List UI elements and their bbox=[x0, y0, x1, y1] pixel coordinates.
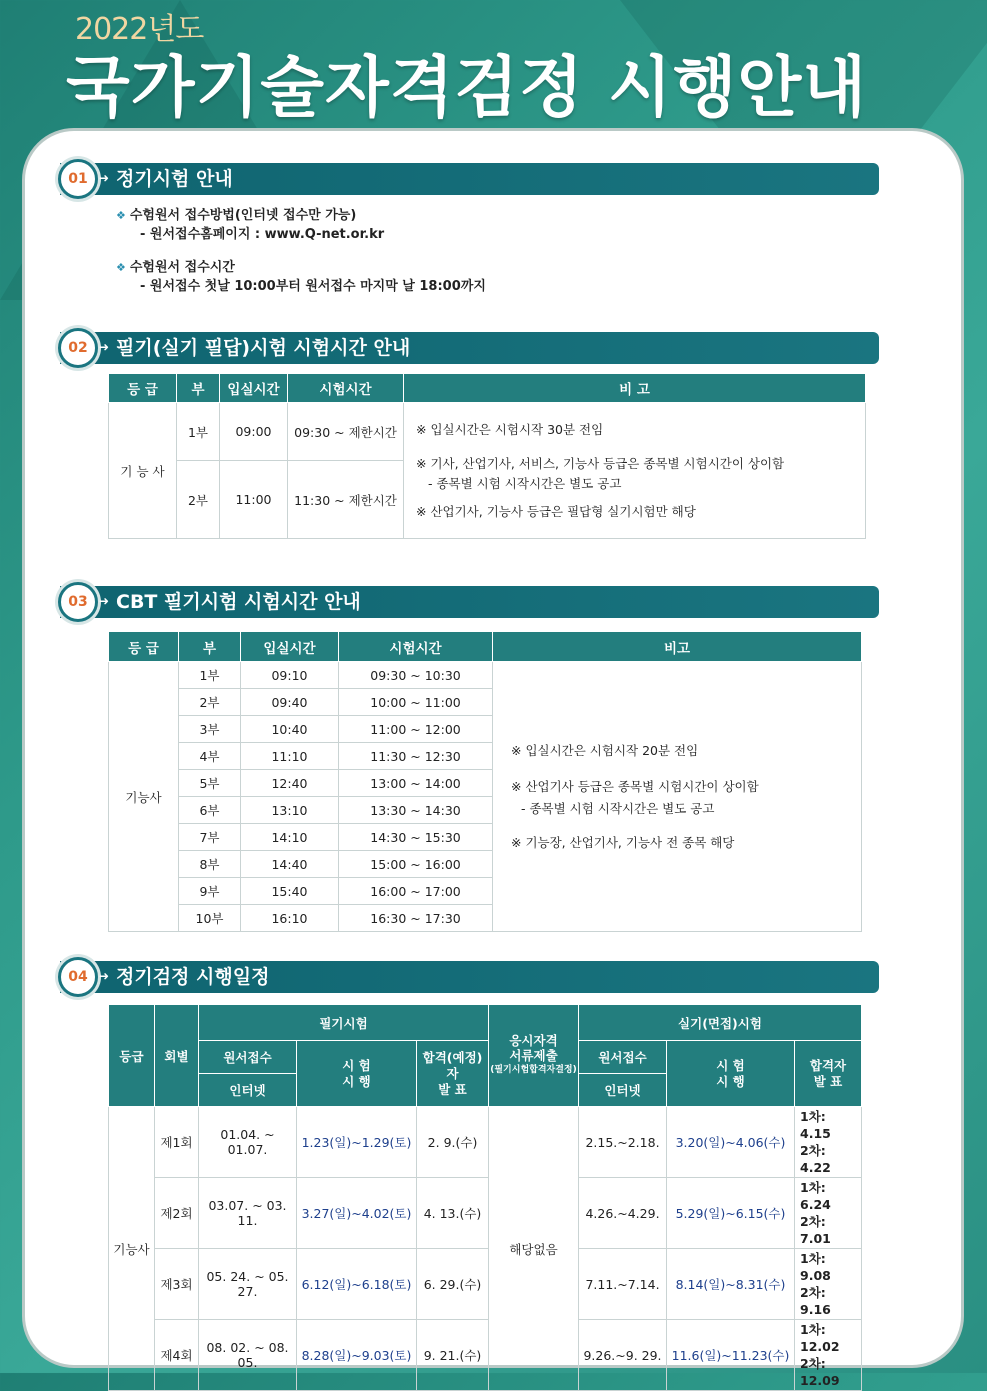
entry-time-cell: 14:40 bbox=[241, 851, 339, 878]
entry-time-cell: 09:10 bbox=[241, 662, 339, 689]
list-item: - 원서접수 첫날 10:00부터 원서접수 마지막 날 18:00까지 bbox=[140, 279, 486, 294]
table-row bbox=[109, 1178, 862, 1249]
practical-exam-cell: 8.14(일)~8.31(수) bbox=[667, 1249, 795, 1320]
section-number-badge: 04 bbox=[58, 957, 98, 997]
notes-cell bbox=[493, 662, 862, 932]
part-cell: 10부 bbox=[179, 905, 241, 932]
section1-bullets bbox=[116, 206, 486, 296]
table-header-row bbox=[109, 374, 866, 403]
part-cell: 2부 bbox=[179, 689, 241, 716]
column-header: 실기(면접)시험 bbox=[579, 1005, 862, 1041]
column-header: 비고 bbox=[493, 632, 862, 662]
arrow-icon: ➜ bbox=[99, 594, 110, 608]
practical-apply-cell: 4.26.~4.29. bbox=[579, 1178, 667, 1249]
column-header bbox=[489, 1005, 579, 1107]
exam-time-cell: 09:30 ~ 10:30 bbox=[339, 662, 493, 689]
column-header: 입실시간 bbox=[220, 374, 288, 403]
column-header: 비 고 bbox=[404, 374, 866, 403]
note-text: ※ 산업기사 등급은 종목별 시험시간이 상이함 bbox=[511, 778, 759, 794]
practical-exam-cell: 5.29(일)~6.15(수) bbox=[667, 1178, 795, 1249]
written-apply-cell: 08. 02. ~ 08. 05. bbox=[199, 1320, 297, 1391]
part-cell: 4부 bbox=[179, 743, 241, 770]
round-cell: 제1회 bbox=[155, 1107, 199, 1178]
header-note: (필기시험합격자결정) bbox=[490, 1065, 577, 1075]
table-row bbox=[109, 1320, 862, 1391]
part-cell: 6부 bbox=[179, 797, 241, 824]
table-header-row bbox=[109, 1005, 862, 1041]
written-pass-cell: 4. 13.(수) bbox=[417, 1178, 489, 1249]
column-header: 등 급 bbox=[109, 632, 179, 662]
diamond-bullet-icon: ❖ bbox=[116, 261, 126, 274]
section-header-3 bbox=[60, 586, 879, 618]
part-cell: 9부 bbox=[179, 878, 241, 905]
bullet-text: 수험원서 접수방법(인터넷 접수만 가능) bbox=[129, 208, 357, 223]
header bbox=[0, 0, 987, 130]
header-text: 응시자격 서류제출 bbox=[509, 1033, 558, 1063]
exam-time-cell: 11:30 ~ 제한시간 bbox=[288, 461, 404, 539]
practical-apply-cell: 7.11.~7.14. bbox=[579, 1249, 667, 1320]
column-header: 부 bbox=[179, 632, 241, 662]
part-cell: 7부 bbox=[179, 824, 241, 851]
practical-pass-cell: 1차: 12.02 2차: 12.09 bbox=[795, 1320, 862, 1391]
entry-time-cell: 09:40 bbox=[241, 689, 339, 716]
schedule-table bbox=[108, 1004, 862, 1391]
exam-time-cell: 13:30 ~ 14:30 bbox=[339, 797, 493, 824]
practical-exam-cell: 3.20(일)~4.06(수) bbox=[667, 1107, 795, 1178]
page-title: 국가기술자격검정 시행안내 bbox=[66, 49, 868, 126]
section-title: 정기검정 시행일정 bbox=[116, 966, 270, 988]
written-pass-cell: 2. 9.(수) bbox=[417, 1107, 489, 1178]
part-cell: 2부 bbox=[177, 461, 220, 539]
list-item: - 원서접수홈페이지 : www.Q-net.or.kr bbox=[140, 227, 385, 242]
exam-time-cell: 09:30 ~ 제한시간 bbox=[288, 403, 404, 461]
column-header: 원서접수 bbox=[199, 1041, 297, 1074]
written-pass-cell: 9. 21.(수) bbox=[417, 1320, 489, 1391]
table-row bbox=[109, 662, 862, 689]
practical-pass-cell: 1차: 4.15 2차: 4.22 bbox=[795, 1107, 862, 1178]
exam-time-cell: 11:00 ~ 12:00 bbox=[339, 716, 493, 743]
exam-time-cell: 14:30 ~ 15:30 bbox=[339, 824, 493, 851]
note-text: ※ 기능장, 산업기사, 기능사 전 종목 해당 bbox=[511, 834, 735, 850]
entry-time-cell: 10:40 bbox=[241, 716, 339, 743]
column-header: 회별 bbox=[155, 1005, 199, 1107]
entry-time-cell: 11:10 bbox=[241, 743, 339, 770]
table-row bbox=[109, 403, 866, 461]
table-row bbox=[109, 1107, 862, 1178]
practical-exam-cell: 11.6(일)~11.23(수) bbox=[667, 1320, 795, 1391]
section-header-2 bbox=[60, 332, 879, 364]
written-apply-cell: 03.07. ~ 03. 11. bbox=[199, 1178, 297, 1249]
bullet-text: 수험원서 접수시간 bbox=[129, 260, 235, 275]
practical-pass-cell: 1차: 9.08 2차: 9.16 bbox=[795, 1249, 862, 1320]
exam-time-cell: 15:00 ~ 16:00 bbox=[339, 851, 493, 878]
column-header: 원서접수 bbox=[579, 1041, 667, 1074]
grade-cell: 기능사 bbox=[109, 1107, 155, 1391]
practical-pass-cell: 1차: 6.24 2차: 7.01 bbox=[795, 1178, 862, 1249]
written-exam-cell: 8.28(일)~9.03(토) bbox=[297, 1320, 417, 1391]
column-header: 입실시간 bbox=[241, 632, 339, 662]
note-text: ※ 입실시간은 시험시작 20분 전임 bbox=[511, 742, 699, 758]
section-title: 정기시험 안내 bbox=[116, 168, 233, 190]
entry-time-cell: 16:10 bbox=[241, 905, 339, 932]
practical-apply-cell: 2.15.~2.18. bbox=[579, 1107, 667, 1178]
table-header-row bbox=[109, 632, 862, 662]
part-cell: 1부 bbox=[177, 403, 220, 461]
docs-cell: 해당없음 bbox=[489, 1107, 579, 1391]
entry-time-cell: 12:40 bbox=[241, 770, 339, 797]
written-exam-cell: 3.27(일)~4.02(토) bbox=[297, 1178, 417, 1249]
column-header: 시험시간 bbox=[288, 374, 404, 403]
part-cell: 3부 bbox=[179, 716, 241, 743]
year-label: 2022년도 bbox=[75, 12, 204, 47]
column-header: 합격(예정)자 발 표 bbox=[417, 1041, 489, 1107]
written-pass-cell: 6. 29.(수) bbox=[417, 1249, 489, 1320]
notes-cell bbox=[404, 403, 866, 539]
note-text: ※ 입실시간은 시험시작 30분 전임 bbox=[416, 421, 604, 437]
grade-cell: 기능사 bbox=[109, 662, 179, 932]
note-text: - 종목별 시험 시작시간은 별도 공고 bbox=[521, 800, 715, 816]
written-apply-cell: 01.04. ~ 01.07. bbox=[199, 1107, 297, 1178]
exam-time-cell: 16:00 ~ 17:00 bbox=[339, 878, 493, 905]
written-apply-cell: 05. 24. ~ 05. 27. bbox=[199, 1249, 297, 1320]
section-title: CBT 필기시험 시험시간 안내 bbox=[116, 591, 361, 613]
written-exam-cell: 6.12(일)~6.18(토) bbox=[297, 1249, 417, 1320]
note-text: ※ 산업기사, 기능사 등급은 필답형 실기시험만 해당 bbox=[416, 503, 696, 519]
round-cell: 제4회 bbox=[155, 1320, 199, 1391]
diamond-bullet-icon: ❖ bbox=[116, 209, 126, 222]
section-number-badge: 02 bbox=[58, 328, 98, 368]
column-header: 시 험 시 행 bbox=[667, 1041, 795, 1107]
note-text: - 종목별 시험 시작시간은 별도 공고 bbox=[428, 475, 622, 491]
column-header: 시험시간 bbox=[339, 632, 493, 662]
note-text: ※ 기사, 산업기사, 서비스, 기능사 등급은 종목별 시험시간이 상이함 bbox=[416, 455, 785, 471]
written-exam-table bbox=[108, 373, 866, 539]
list-item bbox=[116, 258, 486, 277]
entry-time-cell: 13:10 bbox=[241, 797, 339, 824]
table-header-row bbox=[109, 1041, 862, 1074]
entry-time-cell: 15:40 bbox=[241, 878, 339, 905]
table-row bbox=[109, 1249, 862, 1320]
practical-apply-cell: 9.26.~9. 29. bbox=[579, 1320, 667, 1391]
arrow-icon: ➜ bbox=[99, 969, 110, 983]
exam-time-cell: 11:30 ~ 12:30 bbox=[339, 743, 493, 770]
column-header: 시 험 시 행 bbox=[297, 1041, 417, 1107]
column-header: 합격자 발 표 bbox=[795, 1041, 862, 1107]
exam-time-cell: 13:00 ~ 14:00 bbox=[339, 770, 493, 797]
column-header: 인터넷 bbox=[199, 1074, 297, 1107]
column-header: 등 급 bbox=[109, 374, 177, 403]
column-header: 등급 bbox=[109, 1005, 155, 1107]
section-title: 필기(실기 필답)시험 시험시간 안내 bbox=[116, 337, 411, 359]
list-item bbox=[116, 206, 486, 225]
section-header-1 bbox=[60, 163, 879, 195]
cbt-exam-table bbox=[108, 631, 862, 932]
exam-time-cell: 10:00 ~ 11:00 bbox=[339, 689, 493, 716]
column-header: 부 bbox=[177, 374, 220, 403]
arrow-icon: ➜ bbox=[99, 171, 110, 185]
round-cell: 제3회 bbox=[155, 1249, 199, 1320]
part-cell: 8부 bbox=[179, 851, 241, 878]
column-header: 필기시험 bbox=[199, 1005, 489, 1041]
grade-cell: 기 능 사 bbox=[109, 403, 177, 539]
section-number-badge: 03 bbox=[58, 582, 98, 622]
written-exam-cell: 1.23(일)~1.29(토) bbox=[297, 1107, 417, 1178]
section-number-badge: 01 bbox=[58, 159, 98, 199]
entry-time-cell: 14:10 bbox=[241, 824, 339, 851]
exam-time-cell: 16:30 ~ 17:30 bbox=[339, 905, 493, 932]
part-cell: 1부 bbox=[179, 662, 241, 689]
arrow-icon: ➜ bbox=[99, 340, 110, 354]
round-cell: 제2회 bbox=[155, 1178, 199, 1249]
part-cell: 5부 bbox=[179, 770, 241, 797]
column-header: 인터넷 bbox=[579, 1074, 667, 1107]
entry-time-cell: 09:00 bbox=[220, 403, 288, 461]
section-header-4 bbox=[60, 961, 879, 993]
entry-time-cell: 11:00 bbox=[220, 461, 288, 539]
